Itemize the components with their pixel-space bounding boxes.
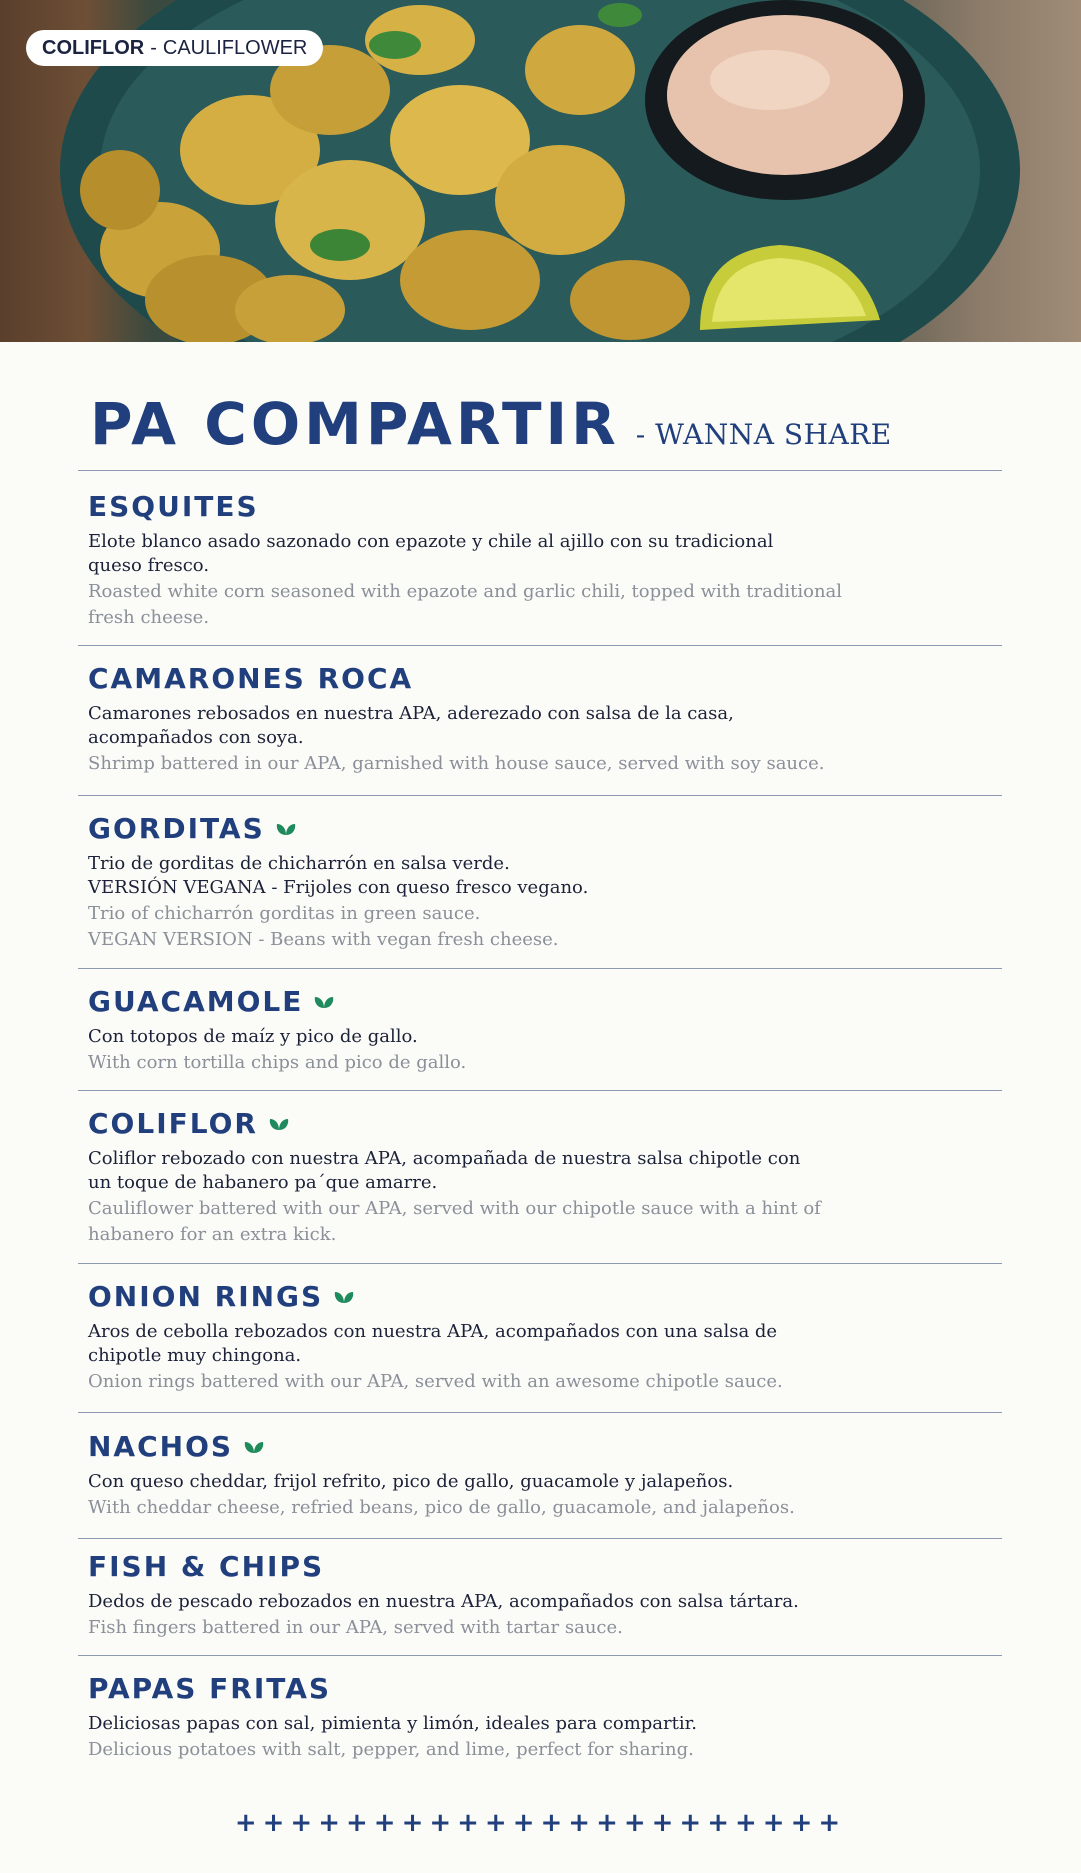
menu-item-title: GORDITAS <box>88 812 265 845</box>
vegan-leaf-icon <box>243 1439 265 1455</box>
badge-spanish: COLIFLOR <box>42 36 145 59</box>
hero-photo <box>0 0 1081 342</box>
description-spanish: chipotle muy chingona. <box>88 1345 302 1366</box>
description-spanish: Con queso cheddar, frijol refrito, pico de gallo, guacamole y jalapeños. <box>88 1471 734 1492</box>
menu-item <box>88 1280 868 1394</box>
divider <box>78 968 1002 969</box>
description-english: fresh cheese. <box>88 607 210 628</box>
menu-item-title: ONION RINGS <box>88 1280 324 1313</box>
hero-caption-badge <box>26 30 323 66</box>
vegan-leaf-icon <box>333 1289 355 1305</box>
description-spanish: Coliflor rebozado con nuestra APA, acompañada de nuestra salsa chipotle con <box>88 1148 801 1169</box>
menu-item-title: COLIFLOR <box>88 1107 258 1140</box>
menu-item-title: PAPAS FRITAS <box>88 1672 332 1705</box>
description-spanish: Trio de gorditas de chicharrón en salsa verde. <box>88 853 510 874</box>
description-spanish: un toque de habanero pa´que amarre. <box>88 1172 438 1193</box>
menu-item-name <box>88 1107 868 1141</box>
menu-item-title: GUACAMOLE <box>88 985 304 1018</box>
vegan-leaf-icon <box>313 994 335 1010</box>
description-spanish: Con totopos de maíz y pico de gallo. <box>88 1026 418 1047</box>
badge-separator: - <box>150 36 157 59</box>
description-english: With cheddar cheese, refried beans, pico de gallo, guacamole, and jalapeños. <box>88 1497 795 1518</box>
divider <box>78 470 1002 471</box>
divider <box>78 1412 1002 1413</box>
menu-item-name <box>88 662 868 696</box>
badge-english: CAULIFLOWER <box>162 36 308 59</box>
description-spanish: Deliciosas papas con sal, pimienta y limón, ideales para compartir. <box>88 1713 697 1734</box>
footer-ornament: ++++++++++++++++++++++ <box>234 1808 847 1838</box>
menu-item <box>88 1672 868 1762</box>
menu-item-name <box>88 1280 868 1314</box>
description-english: Shrimp battered in our APA, garnished with house sauce, served with soy sauce. <box>88 753 825 774</box>
description-english: Trio of chicharrón gorditas in green sauce. <box>88 903 481 924</box>
divider <box>78 795 1002 796</box>
menu-item <box>88 812 868 952</box>
description-spanish: Camarones rebosados en nuestra APA, aderezado con salsa de la casa, <box>88 703 734 724</box>
menu-item-name <box>88 1550 868 1584</box>
description-english: Roasted white corn seasoned with epazote and garlic chili, topped with traditional <box>88 581 843 602</box>
menu-item <box>88 985 868 1075</box>
description-english: habanero for an extra kick. <box>88 1224 337 1245</box>
vegan-leaf-icon <box>268 1116 290 1132</box>
description-english: Onion rings battered with our APA, served with an awesome chipotle sauce. <box>88 1371 783 1392</box>
description-spanish: acompañados con soya. <box>88 727 304 748</box>
section-title-english: - WANNA SHARE <box>635 418 892 451</box>
menu-item-name <box>88 1430 868 1464</box>
description-spanish: VERSIÓN VEGANA - Frijoles con queso fresco vegano. <box>88 877 589 898</box>
description-english: VEGAN VERSION - Beans with vegan fresh cheese. <box>88 929 559 950</box>
description-spanish: queso fresco. <box>88 555 210 576</box>
menu-item <box>88 490 868 630</box>
divider <box>78 1090 1002 1091</box>
menu-item-name <box>88 490 868 524</box>
menu-item-title: ESQUITES <box>88 490 259 523</box>
description-spanish: Elote blanco asado sazonado con epazote y chile al ajillo con su tradicional <box>88 531 774 552</box>
menu-item-title: FISH & CHIPS <box>88 1550 325 1583</box>
menu-item-title: CAMARONES ROCA <box>88 662 414 695</box>
menu-item-name <box>88 985 868 1019</box>
description-spanish: Aros de cebolla rebozados con nuestra APA, acompañados con una salsa de <box>88 1321 778 1342</box>
description-english: With corn tortilla chips and pico de gallo. <box>88 1052 467 1073</box>
divider <box>78 1655 1002 1656</box>
description-english: Delicious potatoes with salt, pepper, and lime, perfect for sharing. <box>88 1739 694 1760</box>
divider <box>78 645 1002 646</box>
divider <box>78 1263 1002 1264</box>
menu-item <box>88 1107 868 1247</box>
menu-item-name <box>88 1672 868 1706</box>
menu-item-name <box>88 812 868 846</box>
menu-item-title: NACHOS <box>88 1430 234 1463</box>
section-heading <box>90 390 892 458</box>
description-spanish: Dedos de pescado rebozados en nuestra APA, acompañados con salsa tártara. <box>88 1591 799 1612</box>
chipotle-sauce-bowl <box>645 0 925 200</box>
divider <box>78 1538 1002 1539</box>
menu-item <box>88 662 868 776</box>
description-english: Cauliflower battered with our APA, served with our chipotle sauce with a hint of <box>88 1198 821 1219</box>
description-english: Fish fingers battered in our APA, served with tartar sauce. <box>88 1617 623 1638</box>
section-title-spanish: PA COMPARTIR <box>90 390 620 458</box>
menu-item <box>88 1430 868 1520</box>
vegan-leaf-icon <box>275 821 297 837</box>
menu-item <box>88 1550 868 1640</box>
